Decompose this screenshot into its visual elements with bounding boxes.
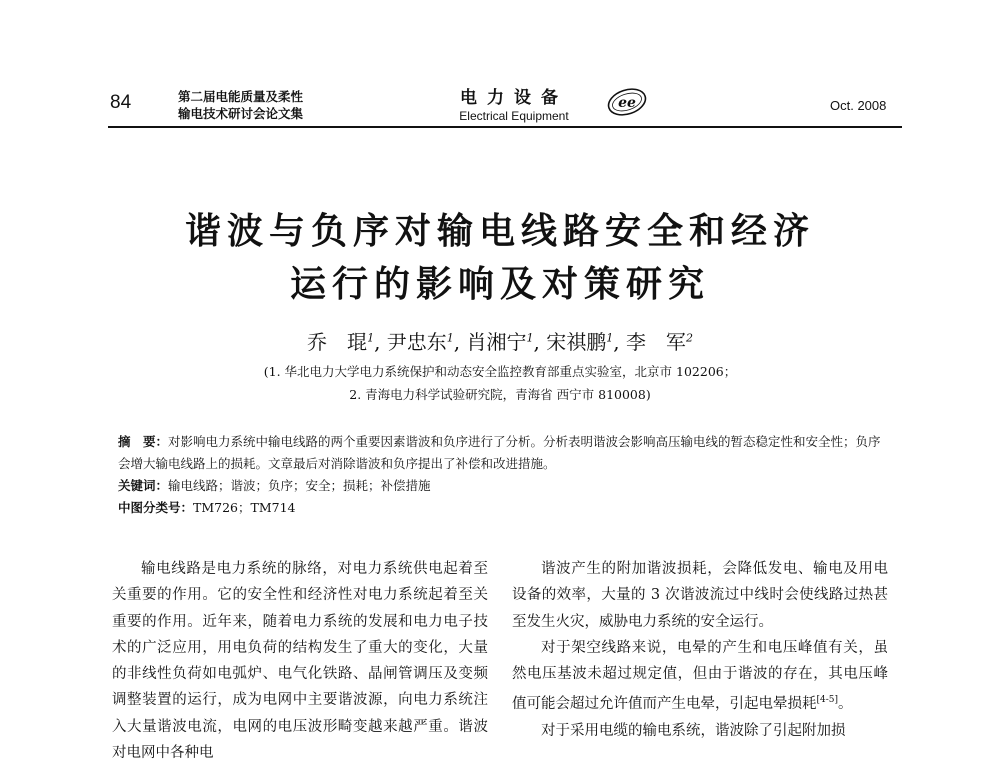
paper-title-line1: 谐波与负序对输电线路安全和经济 (184, 210, 815, 252)
author: 李 军$^2$ (625, 330, 693, 354)
journal-logo-icon (606, 86, 648, 118)
body-paragraph: 对于采用电缆的输电系统，谐波除了引起附加损 (541, 722, 846, 739)
keywords (118, 475, 884, 497)
issue-date: Oct. 2008 (830, 98, 887, 113)
abstract-block (118, 431, 884, 519)
body-paragraph: 谐波产生的附加谐波损耗，会降低发电、输电及用电设备的效率，大量的 3 次谐波流过中线时会使线路过热甚至发生火灾，威胁电力系统的安全运行。 (512, 561, 888, 630)
abstract-text: 对影响电力系统中输电线路的两个重要因素谐波和负序进行了分析。分析表明谐波会影响高压输电线的暂态稳定性和安全性；负序会增大输电线路上的损耗。文章最后对消除谐波和负序提出了补偿和改进措施。 (118, 434, 881, 471)
author-list (0, 326, 1000, 355)
journal-title (444, 83, 584, 123)
clc-number (118, 497, 884, 519)
author: 乔 琨$^1$, (307, 330, 381, 354)
body-column-right (512, 556, 888, 744)
citation: [4-5] (816, 695, 839, 706)
abstract-label: 摘 要： (118, 434, 169, 449)
page-number: 84 (110, 92, 132, 113)
keywords-text: 输电线路；谐波；负序；安全；损耗；补偿措施 (168, 478, 431, 493)
author: 肖湘宁$^1$, (466, 330, 540, 354)
body-paragraph: 对于架空线路来说，电晕的产生和电压峰值有关，虽然电压基波未超过规定值，但由于谐波的存在，其电压峰值可能会超过允许值而产生电晕，引起电晕损耗[4-5]。 (512, 639, 888, 713)
clc-label: 中图分类号： (118, 500, 194, 515)
journal-logo-text: ee (618, 95, 636, 111)
conference-name-line2: 输电技术研讨会论文集 (178, 106, 304, 121)
journal-title-cn: 电力设备 (460, 88, 568, 108)
paper-title-line2: 运行的影响及对策研究 (289, 263, 710, 305)
conference-name (178, 88, 303, 122)
affiliation-1: (1. 华北电力大学电力系统保护和动态安全监控教育部重点实验室，北京市 102206； (263, 364, 737, 379)
body-paragraph: 输电线路是电力系统的脉络，对电力系统供电起着至关重要的作用。它的安全性和经济性对电力系统起着至关重要的作用。近年来，随着电力系统的发展和电力电子技术的广泛应用，用电负荷的结构发生了重大的变化，大量的非线性负荷如电弧炉、电气化铁路、晶闸管调压及变频调整装置的运行，成为电网中主要谐波源，向电力系统注入大量谐波电流，电网的电压波形畸变越来越严重。谐波对电网中各种电 (112, 561, 488, 762)
journal-title-en: Electrical Equipment (459, 109, 569, 123)
keywords-label: 关键词： (118, 478, 169, 493)
conference-name-line1: 第二届电能质量及柔性 (178, 89, 304, 104)
header-rule (108, 126, 902, 128)
author: 尹忠东$^1$, (386, 330, 461, 354)
body-column-left (112, 556, 488, 766)
clc-text: TM726；TM714 (193, 500, 296, 515)
abstract (118, 431, 884, 475)
author: 宋祺鹏$^1$, (546, 330, 620, 354)
affiliation-2: 2. 青海电力科学试验研究院，青海省 西宁市 810008) (349, 387, 651, 402)
